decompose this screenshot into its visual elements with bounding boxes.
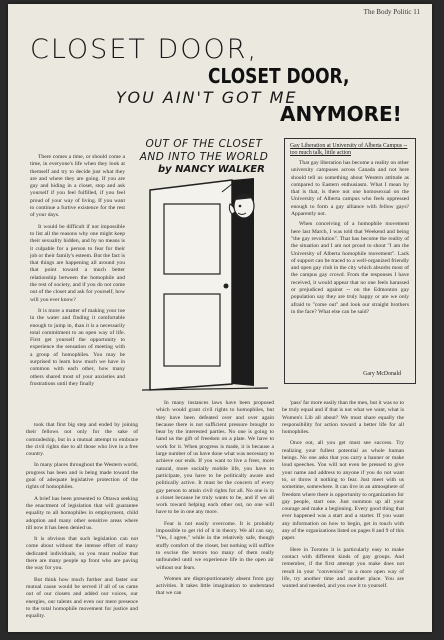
paragraph: Once out, all you get must see success. Try realizing your fullest potential as whole human beings. No one asks that you carry a banner or make loud speeches. You will not even be pressed to give your name and address to anyone if you do not want to, or throw it nothing to fear. Just meet with us sometime, somewhere. It can live in an atmosphere of freedom where there is opportunity to organization for gay people, start one. Just summon up all your courage and make a beginning. Every good thing that ever happened was a start and a starter. If you want any information on how to begin, get in touch with any of the organizations listed on pages 8 and 9 of this paper. xyxy=(282,440,404,542)
paragraph: Here in Toronto it is particularly easy to make contact with different kinds of gay groups. And remember, if the first attempt you make does not result in your "conversion" to a more open way of life, try another time and another place. You are wanted and needed, and you owe it to yourself. xyxy=(282,546,404,590)
headline-line-4: ANYMORE! xyxy=(280,102,402,126)
door-illustration xyxy=(136,178,276,393)
paragraph: took that first big step and ended by joining their fellows not only for the sake of comradeship, but in a mutual attempt to embrace the civil rights due to all those who live in a free country. xyxy=(26,422,138,458)
column-middle xyxy=(156,400,274,602)
paragraph: It is obvious that such legislation can not come about without the intense effort of many dedicated individuals, so you must realize that there are many people up front who are paving the way for you. xyxy=(26,536,138,572)
headline-line-3: YOU AIN'T GOT ME xyxy=(116,88,298,107)
paragraph: It is more a matter of making your toe in the water and finding it comfortable enough to jump in, than it is a necessarily total commitment to an open way of life. First get yourself the opportunity to experience the sensation of meeting with a group of homophiles. You may be surprised to learn how much we have in common with each other, how many others shared most of your anxieties and frustrations until they finally xyxy=(30,307,125,387)
column-left-bottom xyxy=(26,422,138,624)
sidebar-signature: Gary McDonald xyxy=(363,371,401,377)
paragraph: It would be difficult if not impossible to list all the reasons why one might keep their sexuality hidden, and by no means is it culpable for a person to fear for their job or their family's esteem. But the fact is that things are happening all around you that point toward a much better relationship between the homophile and the rest of society, and if you do not come out of the closet and ask for yourself, how will you ever know? xyxy=(30,223,125,303)
column-right xyxy=(282,400,404,594)
column-left-top xyxy=(30,154,125,392)
sidebar-box xyxy=(284,138,416,384)
headline-line-1: CLOSET DOOR, xyxy=(30,34,259,65)
paragraph: In many places throughout the Western world, progress has been and is being made toward the goal of adequate legislative protection of the rights of homophiles. xyxy=(26,462,138,491)
paragraph: Women are disproportionately absent from gay activities. It takes little imagination to understand that we can xyxy=(156,575,274,597)
sidebar-body xyxy=(291,160,409,316)
sidebar-heading: Gay Liberation at University of Alberta Campus -- too much talk, little action xyxy=(290,143,408,156)
paragraph: Fear is not easily overcome. It is probably impossible to get rid of it in theory. We all can say, "Yes, I agree," while in the relatively safe, though stuffy comfort of the closet, but nothing will suffice to excise the terrors too many of them really unfounded until we experience life in the open air without our fears. xyxy=(156,520,274,571)
running-head: The Body Politic 11 xyxy=(363,8,420,16)
story-title: OUT OF THE CLOSET AND INTO THE WORLD xyxy=(139,138,269,163)
story-byline: by NANCY WALKER xyxy=(158,164,265,175)
paragraph: But think how much further and faster our mutual cause would be served if all of us came out of our closets and added our voices, our energies, our talents and even our mere presence to the total homophile movement for justice and equality. xyxy=(26,576,138,620)
sidebar-paragraph: When conceiving of a homophile movement here last March, I was told that Weekend and being "the gay revolution". That has become the reality of the situation and I am not proud to shout "I am the University of Alberta homophile movement". Lack of support can be traced to a well-organized friendly and open gay club in the city which absorbs most of the campus gay crowd. From the responses I have received, it would appear that no one feels harassed or prejudiced against -- on the Edmonton gay population say they are truly happy or are we only afraid to "come out" and look our straight brothers in the face? What else can be said? xyxy=(291,221,409,315)
paragraph: 'pass' far more easily than the men, but it was so to be truly equal and if that is not what we want, what is Women's Lib all about? We must share equally the responsibility for action toward a better life for all homophiles. xyxy=(282,400,404,436)
newspaper-page xyxy=(8,4,432,632)
paragraph: A brief has been presented to Ottawa seeking the enactment of legislation that will guarantee equality to all homophiles in employment, child adoption and many other sensitive areas where till now it has been denied us. xyxy=(26,495,138,531)
sidebar-paragraph: That gay liberation has become a reality on other university campuses across Canada and not here should tell us something about Western attitude as compared to Eastern enthusiasm. What I mean by that is that, is there not one homosexual on the University of Alberta campus who feels oppressed enough to form a gay alliance with fellow gays? Apparently not. xyxy=(291,160,409,218)
paragraph: In many instances laws have been proposed which would grant civil rights to homophiles, but they have been defeated over and over again because there is not sufficient pressure brought to bear by the interested parties. No one is going to hand us the gift of freedom on a plate. We have to work for it. When progress is made, it is because a large number of us have done what was necessary to achieve our ends. If you want to live a freer, more natural, more socially mobile life, you have to participate, you have to be politically aware and politically active. It must be the concern of every gay person to attain civil rights for all. No one is in a closet because he truly wants to be, and if we all work toward helping each other out, no one will have to be in one any more. xyxy=(156,400,274,516)
paragraph: There comes a time, or should come a time, in everyone's life when they look at themself and try to decide just what they are and where they are going. If you are gay and hiding in a closet, stop and ask yourself if you feel fulfilled, if you feel proud of your way of living. If you want to continue a furtive existence for the rest of your days. xyxy=(30,154,125,219)
headline-line-2: CLOSET DOOR, xyxy=(208,64,350,88)
